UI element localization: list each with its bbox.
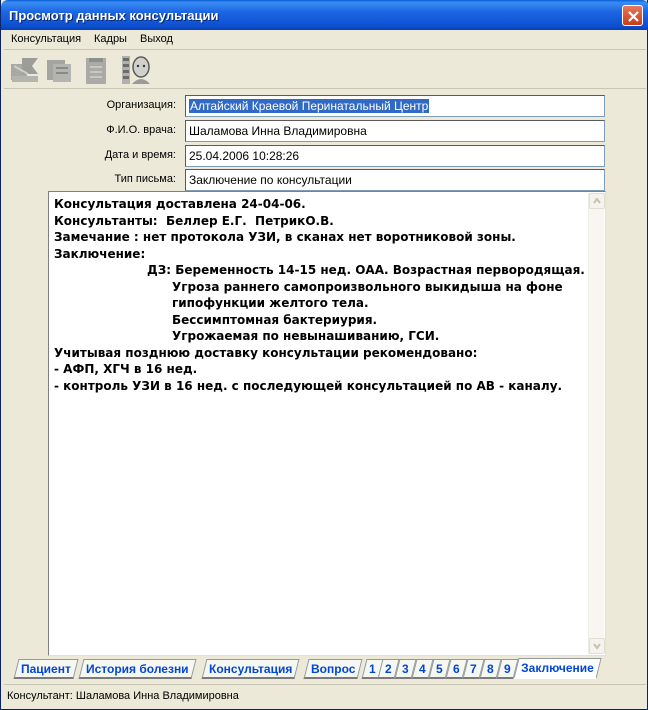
tab-label: История болезни [86, 662, 189, 676]
memo-line: Учитывая позднюю доставку консультации рекомендовано: [54, 345, 478, 360]
scroll-down-icon [590, 639, 604, 653]
tab-label: 5 [436, 662, 443, 676]
memo-line: Консультация доставлена 24-04-06. [54, 197, 306, 211]
documents-icon[interactable] [44, 54, 78, 86]
tab-label: 3 [402, 662, 409, 676]
tab-label: 2 [385, 662, 392, 676]
memo-line: Угроза раннего самопроизвольного выкидыша на фоне [172, 279, 563, 294]
memo-line: Заключение: [54, 246, 146, 261]
person-icon[interactable] [120, 54, 154, 86]
tab-label: Вопрос [311, 662, 356, 676]
menu-exit[interactable]: Выход [140, 33, 173, 45]
scroll-down-button[interactable] [589, 638, 605, 654]
datetime-field[interactable]: 25.04.2006 10:28:26 [185, 145, 605, 167]
tab-label: 1 [369, 662, 376, 676]
type-label: Тип письма: [114, 173, 176, 185]
scroll-up-button[interactable] [589, 193, 605, 209]
tab-label: 8 [487, 662, 494, 676]
tab-patient[interactable] [14, 659, 79, 679]
toolbar [4, 51, 646, 89]
menu-bar [4, 30, 646, 50]
memo-line: Угрожаемая по невынашиванию, ГСИ. [172, 329, 440, 343]
window-title: Просмотр данных консультации [9, 8, 219, 23]
memo-line: Консультанты: Беллер Е.Г. ПетрикО.В. [54, 213, 334, 228]
tab-conclusion[interactable] [513, 658, 601, 679]
tab-label: 4 [419, 662, 426, 676]
memo-line: Бессимптомная бактериурия. [172, 312, 378, 327]
memo-text [54, 196, 584, 394]
memo-line: ДЗ: Беременность 14-15 нед. ОАА. Возрастная первородящая. [147, 263, 585, 277]
type-field[interactable]: Заключение по консультации [185, 169, 605, 191]
tab-strip [14, 659, 614, 681]
datetime-label: Дата и время: [104, 149, 176, 161]
tab-label: 7 [470, 662, 477, 676]
status-text: Консультант: Шаламова Инна Владимировна [7, 690, 239, 702]
tab-label: Пациент [21, 662, 71, 676]
tab-question[interactable] [304, 659, 363, 679]
memo-line: Замечание : нет протокола УЗИ, в сканах нет воротниковой зоны. [54, 230, 516, 244]
tab-label: 6 [453, 662, 460, 676]
memo-line: - контроль УЗИ в 16 нед. с последующей консультацией по АВ - каналу. [54, 378, 563, 393]
memo-line: - АФП, ХГЧ в 16 нед. [54, 362, 198, 376]
tab-history[interactable] [79, 659, 197, 679]
org-field[interactable] [185, 95, 605, 117]
notebook-icon[interactable] [80, 54, 114, 86]
doctor-label: Ф.И.О. врача: [106, 124, 176, 136]
tab-label: Консультация [209, 662, 293, 676]
status-bar [4, 684, 646, 706]
memo-line: гипофункции желтого тела. [172, 296, 369, 310]
conclusion-memo[interactable] [48, 191, 606, 656]
org-value: Алтайский Краевой Перинатальный Центр [190, 99, 429, 113]
close-button[interactable] [622, 5, 643, 26]
tab-label: 9 [504, 662, 511, 676]
send-icon[interactable] [8, 54, 42, 86]
tab-consultation[interactable] [202, 659, 300, 679]
menu-staff[interactable]: Кадры [94, 33, 127, 45]
menu-consultation[interactable]: Консультация [11, 33, 82, 45]
close-icon [627, 10, 640, 23]
tab-label: Заключение [521, 661, 594, 675]
org-label: Организация: [106, 99, 176, 111]
doctor-field[interactable]: Шаламова Инна Владимировна [185, 120, 605, 142]
memo-scrollbar[interactable] [588, 193, 604, 654]
title-bar[interactable] [1, 0, 648, 30]
scroll-up-icon [590, 194, 604, 208]
